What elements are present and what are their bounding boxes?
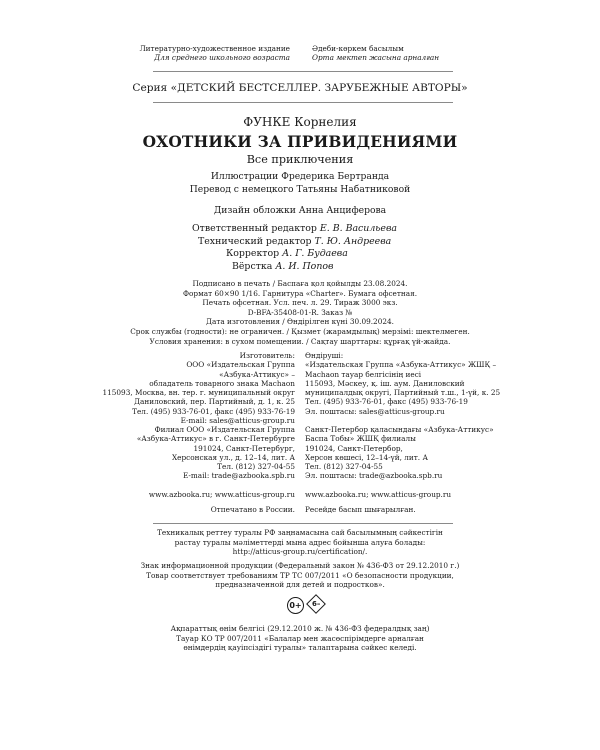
manufacturer-kz-line: Эл. поштасы: sales@atticus-group.ru bbox=[305, 406, 445, 416]
divider bbox=[153, 102, 453, 103]
info-kz-line: Ақпараттық өнім белгісі (29.12.2010 ж. № 436-ФЗ федералдық заң) bbox=[170, 624, 430, 633]
credit-line: Перевод с немецкого Татьяны Набатниковой bbox=[189, 183, 411, 195]
manufacturer-ru-line: 115093, Москва, вн. тер. г. муниципальный округ bbox=[102, 388, 295, 398]
credits bbox=[100, 171, 500, 196]
printed-in-ru: Отпечатано в России. bbox=[210, 505, 295, 514]
cover-design: Дизайн обложки Анна Анциферова bbox=[213, 205, 387, 216]
print-info-line: Дата изготовления / Өндірілген күні 30.09.2024. bbox=[206, 317, 394, 327]
manufacturer-ru-line: ООО «Издательская Группа bbox=[186, 360, 295, 370]
website-ru: www.azbooka.ru; www.atticus-group.ru bbox=[148, 490, 295, 499]
editor-row: Технический редактор Т. Ю. Андреева bbox=[198, 235, 392, 247]
editor-row: Корректор А. Г. Будаева bbox=[226, 248, 348, 260]
print-info-line: Срок службы (годности): не ограничен. / Қызмет (жарамдылық) мерзімі: шектелмеген. bbox=[130, 326, 470, 336]
manufacturer-kz-line: Тел. (495) 933-76-01, факс (495) 933-76-19 bbox=[305, 397, 468, 407]
manufacturer-kz-line: «Издательская Группа «Азбука-Аттикус» ЖШҚ – bbox=[305, 360, 497, 370]
manufacturer-ru-line: Даниловский, пер. Партийный, д. 1, к. 25 bbox=[134, 397, 295, 407]
manufacturer-ru-line: «Азбука-Аттикус» – bbox=[219, 369, 295, 379]
age-6minus-icon bbox=[306, 594, 326, 614]
badge-label: 6– bbox=[311, 600, 321, 608]
branch-ru-line: «Азбука-Аттикус» в г. Санкт-Петербурге bbox=[136, 434, 295, 444]
info-product-kz bbox=[80, 624, 520, 653]
header-left bbox=[120, 44, 290, 62]
tech-regulation-line: растау туралы мәліметтерді мына адрес бойынша алуға болады: bbox=[174, 537, 426, 547]
manufacturer-ru bbox=[95, 351, 295, 425]
branch-kz-line: Тел. (812) 327-04-55 bbox=[305, 462, 383, 472]
branch-ru-line: 191024, Санкт-Петербург, bbox=[193, 443, 295, 453]
divider bbox=[153, 523, 453, 524]
header-right bbox=[312, 44, 512, 62]
credit-line: Иллюстрации Фредерика Бертранда bbox=[210, 171, 390, 182]
header-left-line: Для среднего школьного возраста bbox=[154, 53, 290, 63]
branch-kz-line: Херсон көшесі, 12–14-үй, лит. А bbox=[305, 452, 428, 462]
branch-ru bbox=[95, 425, 295, 481]
book-subtitle: Все приключения bbox=[246, 153, 354, 166]
branch-ru-line: Филиал ООО «Издательская Группа bbox=[154, 425, 295, 434]
website-kz: www.azbooka.ru; www.atticus-group.ru bbox=[305, 490, 452, 499]
manufacturer-kz-line: Machaon тауар белгісінің иесі bbox=[305, 369, 422, 379]
print-info bbox=[100, 279, 500, 346]
manufacturer-kz-line: муниципалдық округі, Партийный т.ш., 1-үй, к. 25 bbox=[305, 388, 501, 398]
print-info-line: Условия хранения: в сухом помещении. / Сақтау шарттары: құрғақ үй-жайда. bbox=[149, 336, 451, 346]
branch-ru-line: Херсонская ул., д. 12–14, лит. А bbox=[171, 452, 295, 462]
printed-in-kz: Ресейде басып шығарылған. bbox=[305, 505, 416, 514]
manufacturer-label-kz: Өндіруші: bbox=[305, 351, 344, 360]
info-kz-line: Тауар КО ТР 007/2011 «Балалар мен жасөспірімдерге арналған bbox=[176, 633, 424, 643]
tech-regulation-line: http://atticus-group.ru/certification/. bbox=[232, 547, 368, 557]
branch-kz-line: 191024, Санкт-Петербор, bbox=[305, 443, 403, 453]
author: ФУНКЕ Корнелия bbox=[243, 115, 357, 129]
manufacturer-ru-line: обладатель товарного знака Machaon bbox=[149, 378, 295, 388]
header-right-line: Орта мектеп жасына арналған bbox=[312, 53, 440, 63]
branch-kz-line: Эл. поштасы: trade@azbooka.spb.ru bbox=[305, 471, 443, 481]
tech-regulation-kz bbox=[90, 528, 510, 557]
branch-ru-line: E-mail: trade@azbooka.spb.ru bbox=[182, 471, 295, 481]
editors bbox=[180, 223, 500, 273]
print-info-line: Печать офсетная. Усл. печ. л. 29. Тираж 3000 экз. bbox=[202, 298, 398, 308]
manufacturer-kz-line: 115093, Мәскеу, қ. іш. аум. Даниловский bbox=[305, 378, 465, 388]
badge-label: 0+ bbox=[289, 601, 302, 610]
info-kz-line: өнімдердің қауіпсіздігі туралы» талаптарына сәйкес келеді. bbox=[183, 643, 417, 653]
info-product-ru bbox=[80, 561, 520, 590]
print-info-line: D-BFA-35408-01-R. Заказ № bbox=[247, 307, 353, 317]
branch-kz bbox=[305, 425, 545, 481]
series-name: Серия «ДЕТСКИЙ БЕСТСЕЛЛЕР. ЗАРУБЕЖНЫЕ АВТОРЫ» bbox=[132, 82, 468, 94]
editor-row: Вёрстка А. И. Попов bbox=[232, 260, 334, 272]
tech-regulation-line: Техникалық реттеу туралы РФ заңнамасына сай басылымның сәйкестігін bbox=[157, 528, 443, 537]
manufacturer-ru-line: E-mail: sales@atticus-group.ru bbox=[180, 416, 295, 426]
age-0plus-icon bbox=[287, 597, 304, 614]
info-ru-line: Товар соответствует требованиям ТР ТС 007/2011 «О безопасности продукции, bbox=[146, 570, 454, 580]
editor-row: Ответственный редактор Е. В. Васильева bbox=[192, 223, 398, 234]
manufacturer-kz bbox=[305, 351, 545, 416]
manufacturer-label-ru: Изготовитель: bbox=[239, 351, 295, 360]
branch-kz-line: Баспа Тобы» ЖШҚ филиалы bbox=[305, 434, 416, 444]
print-info-line: Подписано в печать / Баспаға қол қойылды 23.08.2024. bbox=[192, 279, 408, 288]
branch-kz-line: Санкт-Петербор қаласындағы «Азбука-Аттикус» bbox=[305, 425, 494, 434]
branch-ru-line: Тел. (812) 327-04-55 bbox=[217, 462, 295, 472]
info-ru-line: Знак информационной продукции (Федеральный закон № 436-ФЗ от 29.12.2010 г.) bbox=[140, 561, 460, 570]
print-info-line: Формат 60×90 1/16. Гарнитура «Charter». Бумага офсетная. bbox=[182, 288, 418, 298]
manufacturer-ru-line: Тел. (495) 933-76-01, факс (495) 933-76-19 bbox=[132, 406, 295, 416]
book-title: ОХОТНИКИ ЗА ПРИВИДЕНИЯМИ bbox=[142, 133, 458, 151]
header-left-line: Литературно-художественное издание bbox=[139, 44, 290, 53]
divider bbox=[153, 71, 453, 72]
header-right-line: Әдеби-көркем басылым bbox=[312, 44, 404, 53]
info-ru-line: предназначенной для детей и подростков». bbox=[215, 580, 385, 590]
